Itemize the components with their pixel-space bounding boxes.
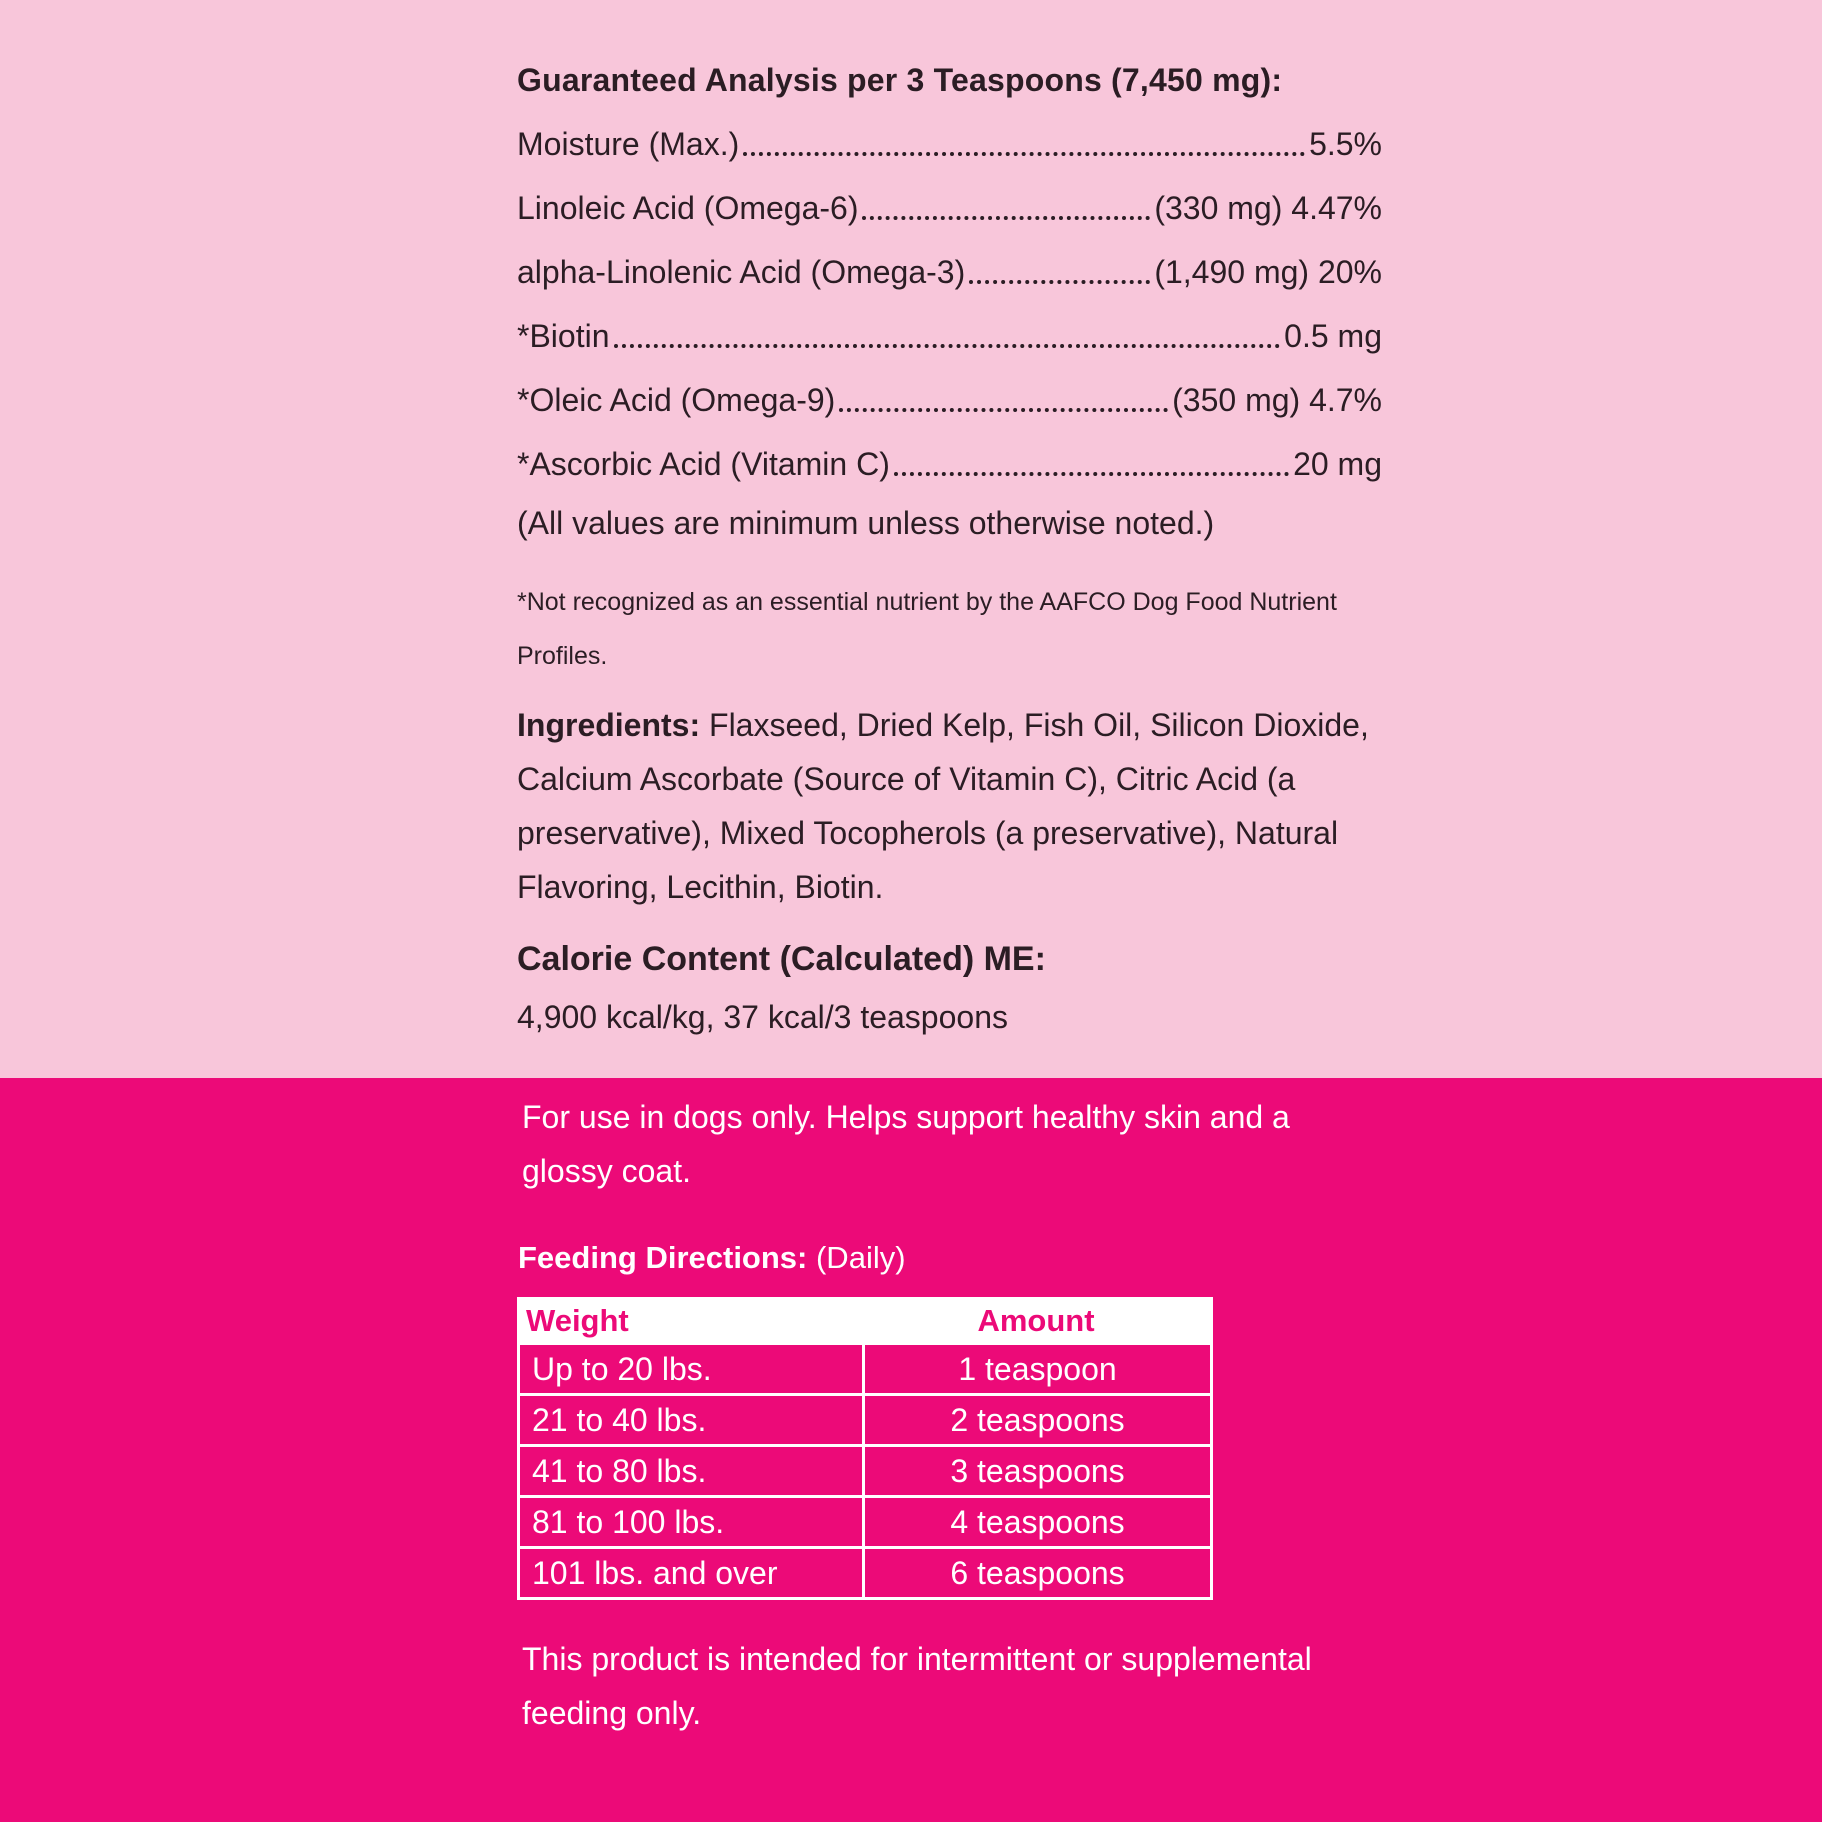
analysis-row-alpha-linolenic: [517, 250, 1382, 294]
guaranteed-analysis-title: Guaranteed Analysis per 3 Teaspoons (7,450 mg):: [517, 62, 1283, 98]
analysis-row-biotin: [517, 314, 1382, 358]
analysis-row-name: *Biotin: [517, 318, 610, 354]
dot-leader: [894, 472, 1289, 476]
feeding-table-header: [520, 1300, 1210, 1342]
dot-leader: [969, 280, 1150, 284]
feeding-table: [517, 1297, 1213, 1600]
analysis-row-value: 20 mg: [1293, 446, 1382, 482]
intended-use-statement: This product is intended for intermittent or supplemental feeding only.: [522, 1641, 1312, 1731]
analysis-row-name: *Ascorbic Acid (Vitamin C): [517, 446, 890, 482]
analysis-row-value: (330 mg) 4.47%: [1154, 190, 1382, 226]
ingredients-label: Ingredients:: [517, 707, 701, 743]
amount-cell: 4 teaspoons: [950, 1504, 1125, 1540]
dot-leader: [862, 216, 1150, 220]
analysis-row-value: 0.5 mg: [1284, 318, 1382, 354]
table-row: [520, 1342, 1210, 1393]
analysis-row-ascorbic: [517, 442, 1382, 486]
aafco-footnote: *Not recognized as an essential nutrient by the AAFCO Dog Food Nutrient Profiles.: [517, 588, 1337, 670]
weight-cell: Up to 20 lbs.: [520, 1345, 865, 1393]
weight-column-header: Weight: [526, 1303, 629, 1338]
table-row: [520, 1444, 1210, 1495]
amount-cell: 6 teaspoons: [950, 1555, 1125, 1591]
ingredients-paragraph: [517, 698, 1377, 914]
amount-cell: 2 teaspoons: [950, 1402, 1125, 1438]
analysis-row-name: *Oleic Acid (Omega-9): [517, 382, 836, 418]
analysis-row-linoleic: [517, 186, 1382, 230]
weight-cell: 41 to 80 lbs.: [520, 1447, 865, 1495]
amount-column-header: Amount: [977, 1303, 1095, 1338]
dot-leader: [743, 152, 1305, 156]
analysis-row-name: Moisture (Max.): [517, 126, 740, 162]
analysis-row-value: (350 mg) 4.7%: [1172, 382, 1382, 418]
analysis-row-name: alpha-Linolenic Acid (Omega-3): [517, 254, 966, 290]
analysis-row-value: 5.5%: [1309, 126, 1382, 162]
analysis-row-oleic: [517, 378, 1382, 422]
feeding-directions-qualifier: (Daily): [807, 1240, 906, 1275]
table-row: [520, 1546, 1210, 1597]
weight-cell: 21 to 40 lbs.: [520, 1396, 865, 1444]
dot-leader: [839, 408, 1168, 412]
ingredients-text: Flaxseed, Dried Kelp, Fish Oil, Silicon Dioxide, Calcium Ascorbate (Source of Vitamin C), Citric Acid (a preservative), Mixed Tocopherols (a preservative), Natural Flavoring, Lecithin, Biotin.: [517, 707, 1369, 905]
feeding-directions-heading: [518, 1240, 906, 1276]
table-row: [520, 1393, 1210, 1444]
weight-cell: 81 to 100 lbs.: [520, 1498, 865, 1546]
analysis-row-value: (1,490 mg) 20%: [1154, 254, 1382, 290]
usage-statement: For use in dogs only. Helps support healthy skin and a glossy coat.: [522, 1099, 1290, 1189]
table-row: [520, 1495, 1210, 1546]
analysis-row-moisture: [517, 122, 1382, 166]
analysis-note: (All values are minimum unless otherwise noted.): [517, 505, 1215, 541]
amount-cell: 1 teaspoon: [958, 1351, 1117, 1387]
weight-cell: 101 lbs. and over: [520, 1549, 865, 1597]
amount-cell: 3 teaspoons: [950, 1453, 1125, 1489]
calorie-content-title: Calorie Content (Calculated) ME:: [517, 940, 1046, 978]
calorie-content-value: 4,900 kcal/kg, 37 kcal/3 teaspoons: [517, 999, 1008, 1035]
dot-leader: [614, 344, 1281, 348]
feeding-directions-label: Feeding Directions:: [518, 1240, 808, 1275]
analysis-row-name: Linoleic Acid (Omega-6): [517, 190, 859, 226]
